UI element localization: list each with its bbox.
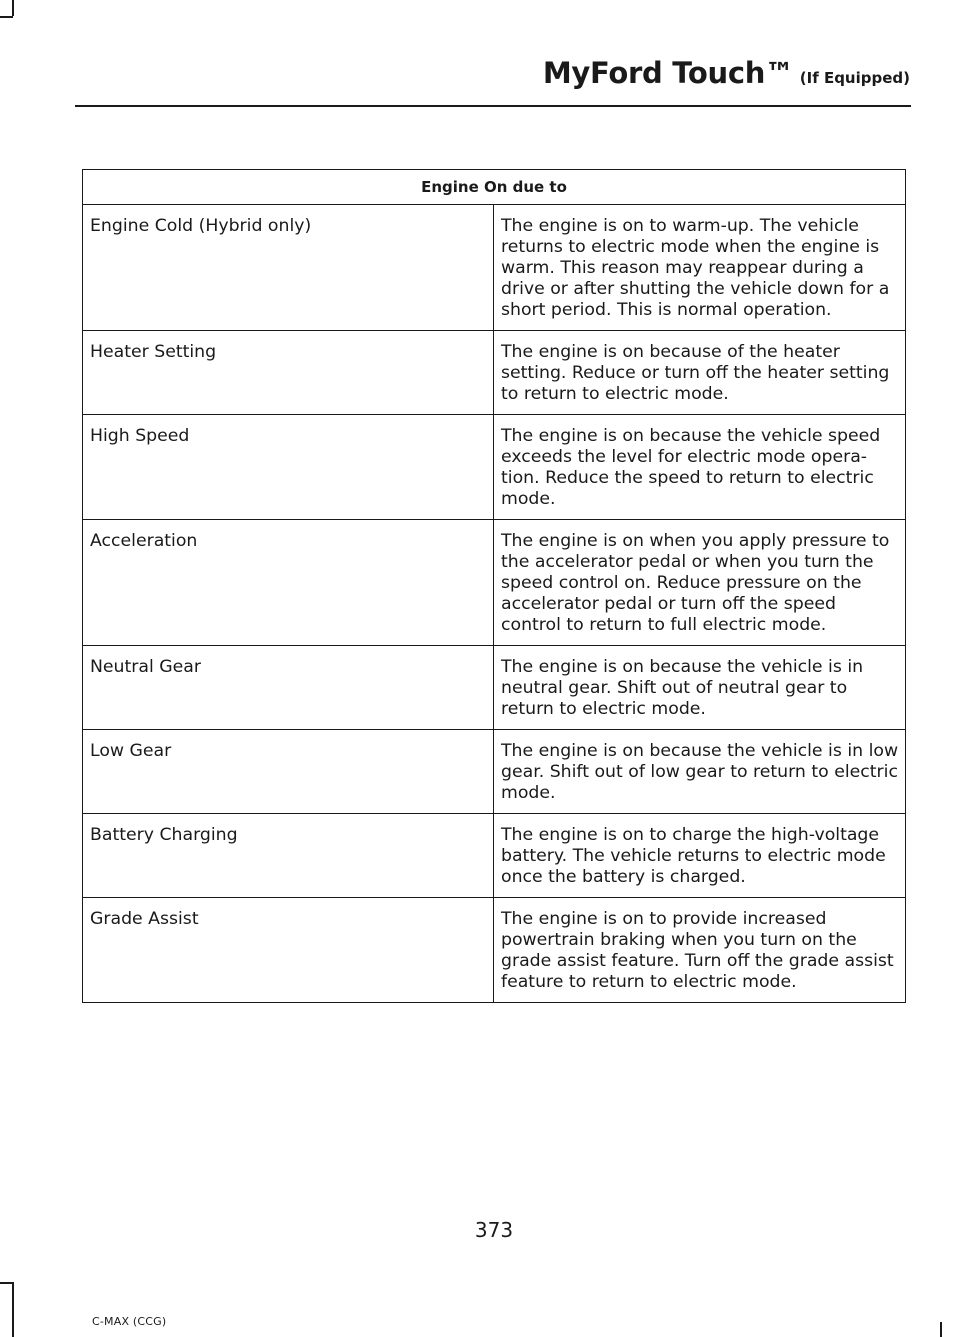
table-cell-reason: Battery Charging [83,814,494,898]
page-header [0,56,910,90]
table-row [83,205,906,331]
table-row [83,898,906,1003]
table-cell-reason: Acceleration [83,520,494,646]
table-cell-description: The engine is on because the vehicle speed exceeds the level for electric mode opera-tion. Reduce the speed to return to electric mode. [494,415,906,520]
engine-on-reasons-table [82,169,906,1003]
crop-mark-top-left [0,16,13,18]
crop-mark-bottom-right [940,1322,942,1337]
table-cell-reason: Heater Setting [83,331,494,415]
table-row [83,415,906,520]
table-cell-reason: High Speed [83,415,494,520]
table-row [83,730,906,814]
footer-model-code: C-MAX (CCG) [92,1315,167,1328]
table-row [83,331,906,415]
table-cell-description: The engine is on because the vehicle is in neutral gear. Shift out of neutral gear to return to electric mode. [494,646,906,730]
table-header-row [83,170,906,205]
table-cell-description: The engine is on to charge the high-voltage battery. The vehicle returns to electric mode once the battery is charged. [494,814,906,898]
page-title: MyFord Touch™ [542,56,794,90]
table-cell-reason: Engine Cold (Hybrid only) [83,205,494,331]
table-cell-reason: Neutral Gear [83,646,494,730]
table-row [83,646,906,730]
table-row [83,520,906,646]
table-cell-reason: Grade Assist [83,898,494,1003]
page-title-suffix: (If Equipped) [799,69,910,87]
table-cell-description: The engine is on because the vehicle is in low gear. Shift out of low gear to return to electric mode. [494,730,906,814]
header-rule [75,105,911,107]
table-cell-description: The engine is on to provide increased powertrain braking when you turn on the grade assist feature. Turn off the grade assist feature to return to electric mode. [494,898,906,1003]
table-cell-description: The engine is on when you apply pressure to the accelerator pedal or when you turn the speed control on. Reduce pressure on the accelerator pedal or turn off the speed control to return to full electric mode. [494,520,906,646]
table-cell-description: The engine is on to warm-up. The vehicle returns to electric mode when the engine is warm. This reason may reappear during a drive or after shutting the vehicle down for a short period. This is normal operation. [494,205,906,331]
table-cell-description: The engine is on because of the heater setting. Reduce or turn off the heater setting to return to electric mode. [494,331,906,415]
crop-mark-top-left [12,0,14,16]
crop-mark-bottom-left [12,1282,14,1337]
table-row [83,814,906,898]
page-number: 373 [474,1218,514,1242]
table-cell-reason: Low Gear [83,730,494,814]
table-heading: Engine On due to [83,170,906,205]
crop-mark-bottom-left [0,1282,13,1284]
